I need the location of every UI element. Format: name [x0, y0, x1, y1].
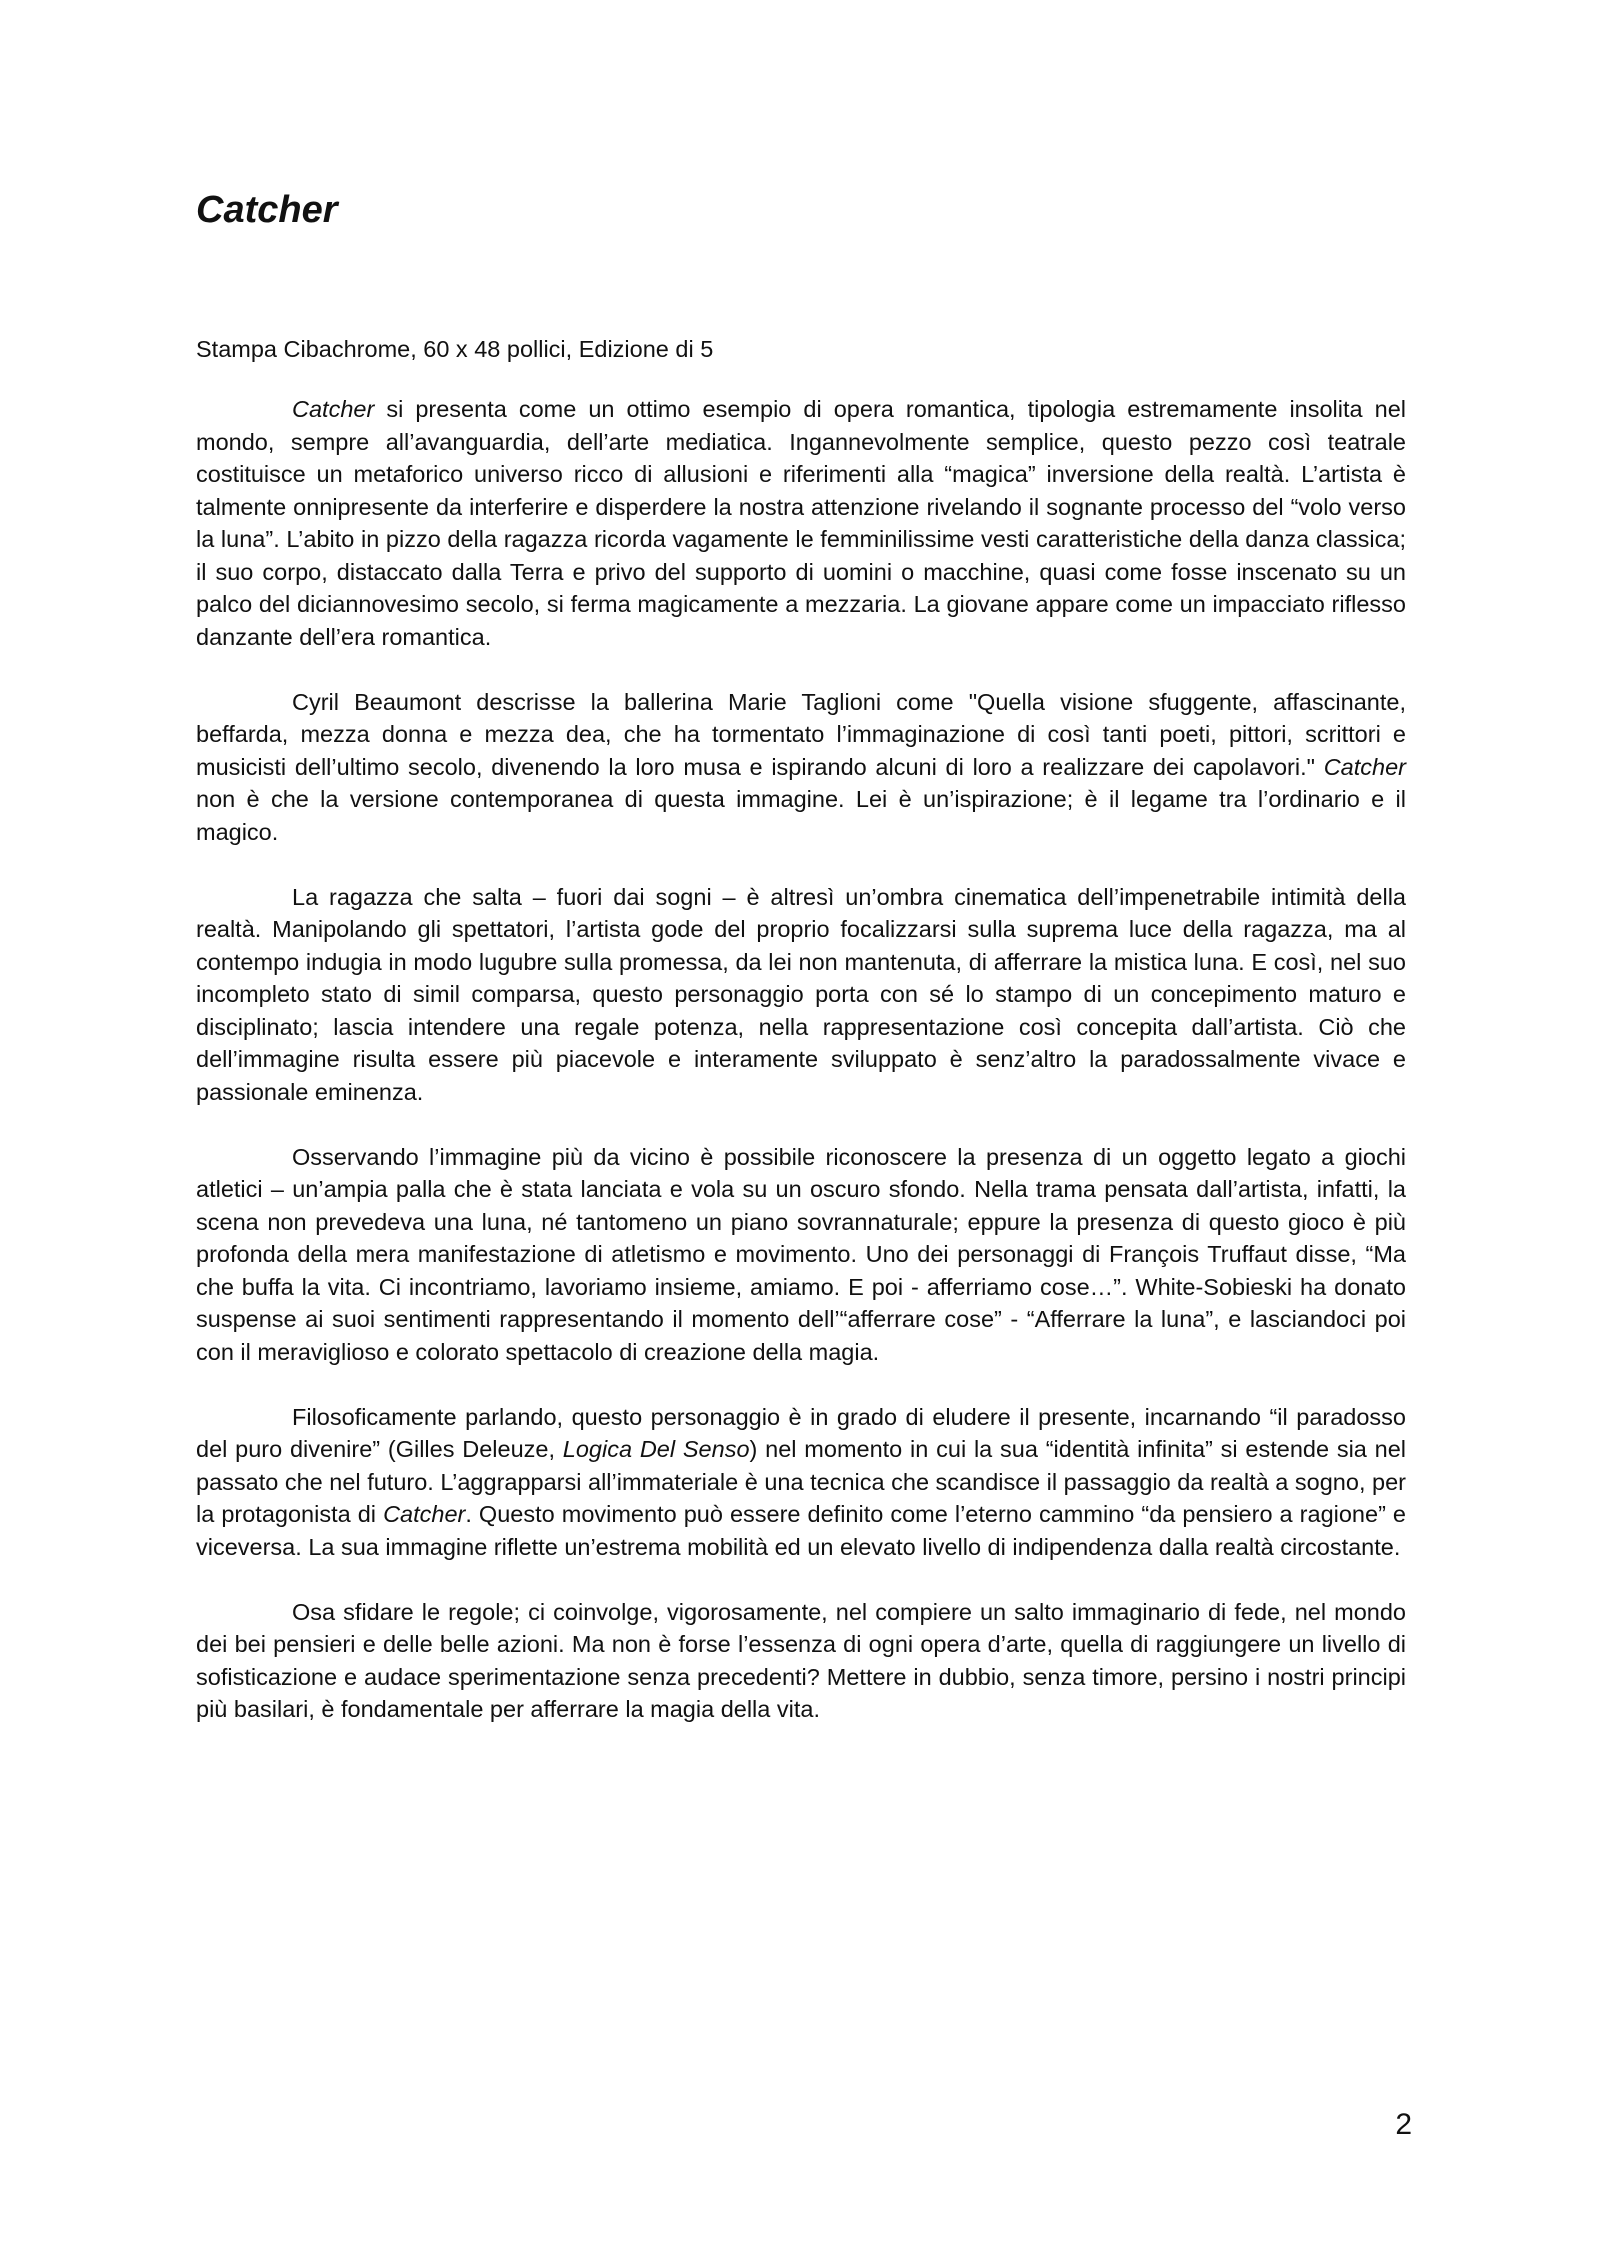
page-number: 2 — [1395, 2108, 1412, 2141]
paragraph-text: Filosoficamente parlando, questo personaggio è in grado di eludere il presente, incarnando “il paradosso del puro divenire” (Gilles Deleuze, — [196, 1403, 1406, 1462]
paragraph-text: Cyril Beaumont descrisse la ballerina Marie Taglioni come "Quella visione sfuggente, affascinante, beffarda, mezza donna e mezza dea, che ha tormentato l’immaginazione di così tanti poeti, pittori, scrittori e musicisti dell’ultimo secolo, divenendo la loro musa e ispirando alcuni di loro a realizzare dei capolavori." — [196, 688, 1406, 780]
paragraph-1 — [196, 393, 1406, 653]
italic-title-ref: Catcher — [1323, 753, 1406, 780]
body-text — [196, 393, 1406, 1758]
paragraph-4 — [196, 1141, 1406, 1369]
paragraph-text: Osservando l’immagine più da vicino è possibile riconoscere la presenza di un oggetto legato a giochi atletici – un’ampia palla che è stata lanciata e vola su un oscuro sfondo. Nella trama pensata dall’artista, infatti, la scena non prevedeva una luna, né tantomeno un piano sovrannaturale; eppure la presenza di questo gioco è più profonda della mera manifestazione di atletismo e movimento. Uno dei personaggi di François Truffaut disse, “Ma che buffa la vita. Ci incontriamo, lavoriamo insieme, amiamo. E poi - afferriamo cose…”. White-Sobieski ha donato suspense ai suoi sentimenti rappresentando il momento dell’“afferrare cose” - “Afferrare la luna”, e lasciandoci poi con il meraviglioso e colorato spettacolo di creazione della magia. — [196, 1143, 1406, 1365]
paragraph-text: La ragazza che salta – fuori dai sogni – è altresì un’ombra cinematica dell’impenetrabile intimità della realtà. Manipolando gli spettatori, l’artista gode del proprio focalizzarsi sulla suprema luce della ragazza, ma al contempo indugia in modo lugubre sulla promessa, da lei non mantenuta, di afferrare la mistica luna. E così, nel suo incompleto stato di simil comparsa, questo personaggio porta con sé lo stampo di un concepimento maturo e disciplinato; lascia intendere una regale potenza, nella rappresentazione così concepita dall’artista. Ciò che dell’immagine risulta essere più piacevole e interamente sviluppato è senz’altro la paradossalmente vivace e passionale eminenza. — [196, 883, 1406, 1105]
paragraph-2 — [196, 686, 1406, 849]
artwork-details: Stampa Cibachrome, 60 x 48 pollici, Edizione di 5 — [196, 336, 714, 362]
paragraph-text: non è che la versione contemporanea di questa immagine. Lei è un’ispirazione; è il legame tra l’ordinario e il magico. — [196, 786, 1406, 845]
paragraph-3 — [196, 881, 1406, 1109]
paragraph-text: Osa sfidare le regole; ci coinvolge, vigorosamente, nel compiere un salto immaginario di fede, nel mondo dei bei pensieri e delle belle azioni. Ma non è forse l’essenza di ogni opera d’arte, quella di raggiungere un livello di sofisticazione e audace sperimentazione senza precedenti? Mettere in dubbio, senza timore, persino i nostri principi più basilari, è fondamentale per afferrare la magia della vita. — [196, 1598, 1406, 1722]
italic-title-ref: Catcher — [292, 396, 375, 422]
paragraph-6 — [196, 1596, 1406, 1726]
paragraph-5 — [196, 1401, 1406, 1564]
paragraph-text: si presenta come un ottimo esempio di opera romantica, tipologia estremamente insolita nel mondo, sempre all’avanguardia, dell’arte mediatica. Ingannevolmente semplice, questo pezzo così teatrale costituisce un metaforico universo ricco di allusioni e riferimenti alla “magica” inversione della realtà. L’artista è talmente onnipresente da interferire e disperdere la nostra attenzione rivelando il sognante processo del “volo verso la luna”. L’abito in pizzo della ragazza ricorda vagamente le femminilissime vesti caratteristiche della danza classica; il suo corpo, distaccato dalla Terra e privo del supporto di uomini o macchine, quasi come fosse inscenato su un palco del diciannovesimo secolo, si ferma magicamente a mezzaria. La giovane appare come un impacciato riflesso danzante dell’era romantica. — [196, 396, 1406, 650]
page-title: Catcher — [196, 189, 338, 231]
italic-book-title: Logica Del Senso — [562, 1436, 750, 1462]
paragraph-text: ) nel momento in cui la sua “identità infinita” si estende sia nel passato che nel futuro. L’aggrapparsi all’immateriale è una tecnica che scandisce il passaggio da realtà a sogno, per la protagonista di — [196, 1436, 1407, 1527]
italic-title-ref: Catcher — [383, 1501, 466, 1527]
paragraph-text: . Questo movimento può essere definito come l’eterno cammino “da pensiero a ragione” e viceversa. La sua immagine riflette un’estrema mobilità ed un elevato livello di indipendenza dalla realtà circostante. — [196, 1501, 1407, 1560]
